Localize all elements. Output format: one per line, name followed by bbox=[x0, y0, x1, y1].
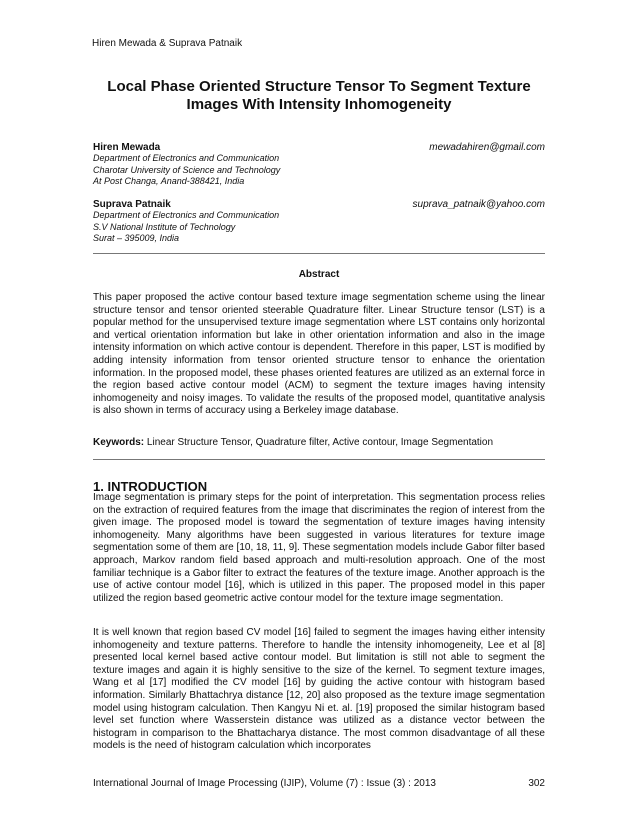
keywords-text: Linear Structure Tensor, Quadrature filter, Active contour, Image Segmentation bbox=[146, 437, 494, 448]
abstract-text: This paper proposed the active contour based texture image segmentation scheme using the linear structure tensor and tensor oriented steerable Quadrature filter. Linear Structure tensor (LST) is a popular method for the unsupervised texture image segmentation where LST contains only horizontal and vertical orientation information but lake in other orientation information and also in the image intensity information on which active contour is dependent. Therefore in this paper, LST is modified by adding intensity information from tensor oriented structure tensor to enhance the orientation information. In the proposed model, these phases oriented features are utilized as an external force in the region based active contour model (ACM) to segment the texture images having intensity inhomogeneity and noisy images. To validate the results of the proposed model, quantitative analysis is also shown in terms of accuracy using a Berkeley image database. bbox=[93, 292, 545, 417]
abstract-heading: Abstract bbox=[298, 269, 340, 280]
affiliation-line: S.V National Institute of Technology bbox=[93, 221, 236, 232]
affiliation-line: Surat – 395009, India bbox=[93, 233, 180, 243]
page-number: 302 bbox=[528, 778, 545, 789]
author-block-1 bbox=[93, 142, 545, 188]
affiliation-line: At Post Changa, Anand-388421, India bbox=[93, 176, 245, 186]
paper-title: Local Phase Oriented Structure Tensor To Segment Texture Images With Intensity Inhomogeneity bbox=[107, 78, 531, 113]
divider bbox=[93, 459, 545, 460]
section-heading: 1. INTRODUCTION bbox=[93, 479, 208, 494]
body-paragraph: Image segmentation is primary steps for the point of interpretation. This segmentation process relies on the extraction of required features from the image that discriminates the region of interest from the given image. The proposed model is toward the segmentation of texture images having intensity inhomogeneity. Many algorithms have been suggested in various literatures for texture image segmentation some of them are [10, 18, 11, 9]. These segmentation models include Gabor filter based approach, Markov random field based approach and multi-resolution approach. One of the most familiar technique is a Gabor filter to extract the features of the texture image. Another approach is the use of active contour model [16], which is utilized in this paper. The proposed model in this paper utilized the region based geometric active contour model for the texture image segmentation. bbox=[93, 492, 545, 604]
affiliation-line: Department of Electronics and Communication bbox=[93, 153, 280, 163]
author-block-2 bbox=[93, 199, 545, 245]
body-paragraph: It is well known that region based CV model [16] failed to segment the images having either intensity inhomogeneity and texture patterns. Therefore to handle the intensity inhomogeneity, Lee et al [8] presented local kernel based active contour model. But limitation is still not able to segment the texture images and again it is highly sensitive to the size of the kernel. To segment texture images, Wang et al [17] modified the CV model [16] by guiding the active contour with histogram based information. Similarly Bhattachrya distance [12, 20] also proposed as the texture image segmentation model using histogram calculation. Then Kangyu Ni et. al. [19] proposed the similar histogram based level set function where Wasserstein distance was utilized as a distance vector between the histogram in comparison to the Bhattacharya distance. The most common disadvantage of all these models is the need of histogram calculation which incorporates bbox=[93, 627, 545, 752]
author-name: Hiren Mewada bbox=[93, 142, 161, 153]
affiliation-line: Charotar University of Science and Technology bbox=[93, 164, 281, 175]
footer-journal: International Journal of Image Processing (IJIP), Volume (7) : Issue (3) : 2013 bbox=[93, 778, 436, 789]
divider bbox=[93, 253, 545, 254]
author-name: Suprava Patnaik bbox=[93, 199, 171, 210]
affiliation-line: Department of Electronics and Communication bbox=[93, 210, 280, 220]
keywords bbox=[93, 437, 545, 450]
author-email[interactable]: suprava_patnaik@yahoo.com bbox=[412, 199, 545, 210]
keywords-label: Keywords: bbox=[93, 437, 145, 448]
author-email[interactable]: mewadahiren@gmail.com bbox=[429, 142, 545, 153]
running-head: Hiren Mewada & Suprava Patnaik bbox=[92, 38, 243, 49]
